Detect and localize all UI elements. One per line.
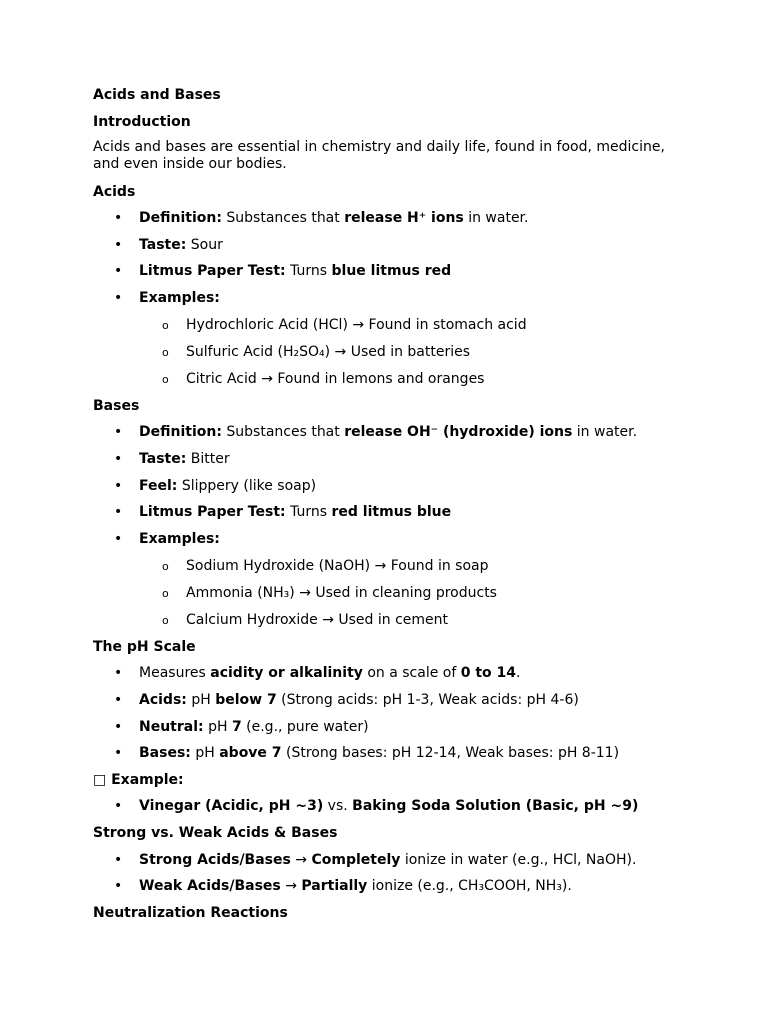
item-text: → xyxy=(290,851,312,868)
list-item xyxy=(93,209,693,236)
item-label: Bases: xyxy=(139,745,191,762)
item-label: Neutral: xyxy=(139,718,204,735)
item-label: Taste: xyxy=(139,450,187,467)
example-list xyxy=(93,797,693,824)
section-heading-example xyxy=(93,771,693,798)
item-emphasis: below 7 xyxy=(215,691,277,708)
item-emphasis: Weak Acids/Bases xyxy=(139,878,281,895)
item-text: (Strong acids: pH 1-3, Weak acids: pH 4-6) xyxy=(276,691,579,708)
list-item xyxy=(93,236,693,263)
sub-list-item: o Sodium Hydroxide (NaOH) → Found in soap xyxy=(93,557,693,584)
item-emphasis: release OH⁻ (hydroxide) ions xyxy=(344,424,573,441)
placeholder-glyph-icon: □ xyxy=(93,771,107,788)
item-emphasis: release H⁺ ions xyxy=(344,210,464,226)
sub-list-item: o Ammonia (NH₃) → Used in cleaning products xyxy=(93,584,693,611)
item-text: Turns xyxy=(285,504,332,521)
list-item xyxy=(93,477,693,504)
sub-list-item: o Calcium Hydroxide → Used in cement xyxy=(93,611,693,638)
item-text: ionize (e.g., CH₃COOH, NH₃). xyxy=(367,878,572,895)
sub-list-item: o Sulfuric Acid (H₂SO₄) → Used in batteries xyxy=(93,343,693,370)
sub-list-item: o Hydrochloric Acid (HCl) → Found in stomach acid xyxy=(93,316,693,343)
section-heading-ph-scale: The pH Scale xyxy=(93,638,196,655)
item-text: Sour xyxy=(186,236,223,253)
item-emphasis: Baking Soda Solution (Basic, pH ~9) xyxy=(352,798,639,815)
sub-list-item: o Citric Acid → Found in lemons and oranges xyxy=(93,370,693,397)
item-text: in water. xyxy=(463,210,529,226)
item-text: → xyxy=(280,878,302,895)
list-item xyxy=(93,289,693,316)
item-text: ionize in water (e.g., HCl, NaOH). xyxy=(400,851,637,868)
list-item xyxy=(93,691,693,718)
item-text: (Strong bases: pH 12-14, Weak bases: pH 8-11) xyxy=(281,745,620,762)
item-label: Litmus Paper Test: xyxy=(139,504,286,521)
item-emphasis: Partially xyxy=(301,878,368,895)
item-label: Examples: xyxy=(139,531,220,547)
item-text: pH xyxy=(186,691,216,708)
section-heading-acids: Acids xyxy=(93,183,136,200)
bases-list xyxy=(93,423,693,556)
item-text: pH xyxy=(190,745,220,762)
item-emphasis: blue litmus red xyxy=(331,263,452,280)
item-label: Feel: xyxy=(139,477,178,494)
list-item xyxy=(93,718,693,745)
item-label: Examples: xyxy=(139,290,220,307)
item-text: Slippery (like soap) xyxy=(177,477,317,494)
list-item xyxy=(93,744,693,771)
ph-list xyxy=(93,664,693,771)
item-text: Measures xyxy=(139,665,211,682)
item-emphasis: Vinegar (Acidic, pH ~3) xyxy=(139,798,324,815)
acids-list xyxy=(93,209,693,316)
item-text: on a scale of xyxy=(362,665,461,682)
list-item xyxy=(93,262,693,289)
item-emphasis: 7 xyxy=(231,718,242,735)
strong-weak-list xyxy=(93,851,693,904)
list-item xyxy=(93,877,693,904)
item-text: pH xyxy=(203,718,232,735)
section-heading-introduction: Introduction xyxy=(93,113,191,130)
item-emphasis: 0 to 14 xyxy=(460,665,517,682)
list-item xyxy=(93,664,693,691)
example-heading-text: Example: xyxy=(111,771,184,788)
section-heading-neutralization: Neutralization Reactions xyxy=(93,905,288,921)
document-page xyxy=(93,86,693,931)
list-item xyxy=(93,423,693,450)
list-item xyxy=(93,530,693,557)
item-text: Turns xyxy=(285,263,332,280)
item-emphasis: Strong Acids/Bases xyxy=(139,851,291,868)
item-text: vs. xyxy=(323,798,353,815)
item-text: (e.g., pure water) xyxy=(241,718,369,735)
acids-examples-list xyxy=(93,316,693,397)
item-label: Litmus Paper Test: xyxy=(139,263,286,280)
item-emphasis: red litmus blue xyxy=(331,504,452,521)
item-label: Definition: xyxy=(139,424,222,441)
item-emphasis: acidity or alkalinity xyxy=(210,665,363,682)
bases-examples-list xyxy=(93,557,693,638)
item-text: Bitter xyxy=(186,450,230,467)
document-title: Acids and Bases xyxy=(93,87,221,103)
item-label: Acids: xyxy=(139,691,187,708)
section-heading-bases: Bases xyxy=(93,397,140,414)
intro-paragraph: Acids and bases are essential in chemistry and daily life, found in food, medicine, and even inside our bodies. xyxy=(93,139,665,172)
item-text: . xyxy=(516,665,521,682)
list-item xyxy=(93,450,693,477)
item-text: Substances that xyxy=(221,210,345,226)
item-emphasis: Completely xyxy=(311,851,401,868)
list-item xyxy=(93,797,693,824)
item-emphasis: above 7 xyxy=(219,745,282,762)
list-item xyxy=(93,851,693,878)
item-text: Substances that xyxy=(221,424,345,441)
item-text: in water. xyxy=(572,424,638,441)
item-label: Taste: xyxy=(139,236,187,253)
list-item xyxy=(93,503,693,530)
item-label: Definition: xyxy=(139,210,222,226)
section-heading-strong-weak: Strong vs. Weak Acids & Bases xyxy=(93,825,338,842)
